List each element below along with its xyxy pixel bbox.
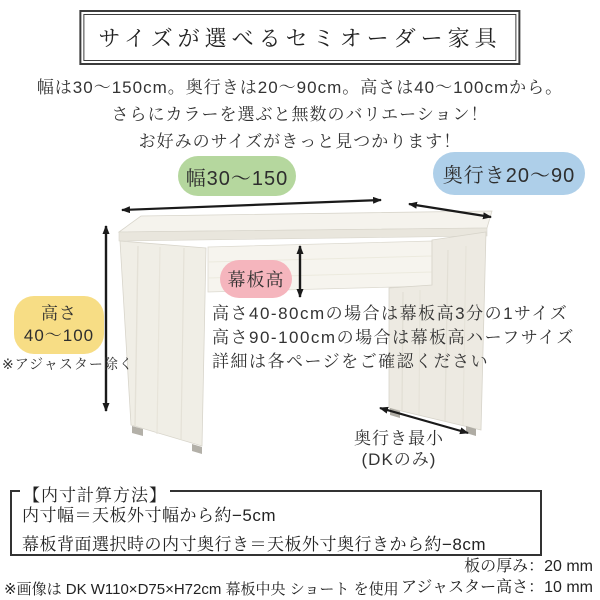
width-range-pill xyxy=(178,156,296,196)
adjuster-excluded-note: ※アジャスター除く xyxy=(2,356,134,372)
depth-min-label xyxy=(344,428,454,470)
calc-line-1: 内寸幅＝天板外寸幅から約−5cm xyxy=(22,506,277,525)
apron-height-label: 幕板高 xyxy=(227,270,285,290)
desk-tabletop xyxy=(119,211,492,241)
inner-dimension-calc-box xyxy=(10,486,542,556)
calc-box-legend: 【内寸計算方法】 xyxy=(20,481,170,506)
height-range-label: 40〜100 xyxy=(23,326,95,345)
height-word-label: 高さ xyxy=(41,304,77,323)
page-title: サイズが選べるセミオーダー家具 xyxy=(83,14,516,61)
apron-note-line-3: 詳細は各ページをご確認ください xyxy=(212,352,490,371)
adjuster-height-note: アジャスター高さ：10 mm xyxy=(401,579,593,596)
depth-range-label: 奥行き20〜90 xyxy=(442,165,576,187)
desk-left-panel xyxy=(120,241,206,454)
intro-line-1: 幅は30〜150cm。奥行きは20〜90cm。高さは40〜100cmから。 xyxy=(36,78,564,97)
intro-line-2: さらにカラーを選ぶと無数のバリエーション！ xyxy=(111,105,489,124)
calc-line-2: 幕板背面選択時の内寸奥行き＝天板外寸奥行きから約−8cm xyxy=(22,535,487,554)
depth-min-line-1: 奥行き最小 xyxy=(354,429,444,448)
apron-note-line-1: 高さ40-80cmの場合は幕板高3分の1サイズ xyxy=(212,304,569,323)
depth-min-line-2: (DKのみ) xyxy=(361,450,437,469)
apron-size-notes xyxy=(212,302,600,374)
width-range-label: 幅30〜150 xyxy=(185,167,289,190)
width-arrow xyxy=(122,200,381,210)
height-range-pill xyxy=(14,296,104,354)
spec-footnotes xyxy=(401,556,593,598)
image-usage-note: ※画像は DK W110×D75×H72cm 幕板中央 ショート を使用 xyxy=(4,581,399,598)
intro-line-3: お好みのサイズがきっと見つかります！ xyxy=(138,132,462,151)
apron-note-line-2: 高さ90-100cmの場合は幕板高ハーフサイズ xyxy=(212,328,575,347)
apron-height-pill xyxy=(220,260,292,298)
depth-range-pill xyxy=(433,152,585,195)
board-thickness-note: 板の厚み：20 mm xyxy=(464,558,593,575)
